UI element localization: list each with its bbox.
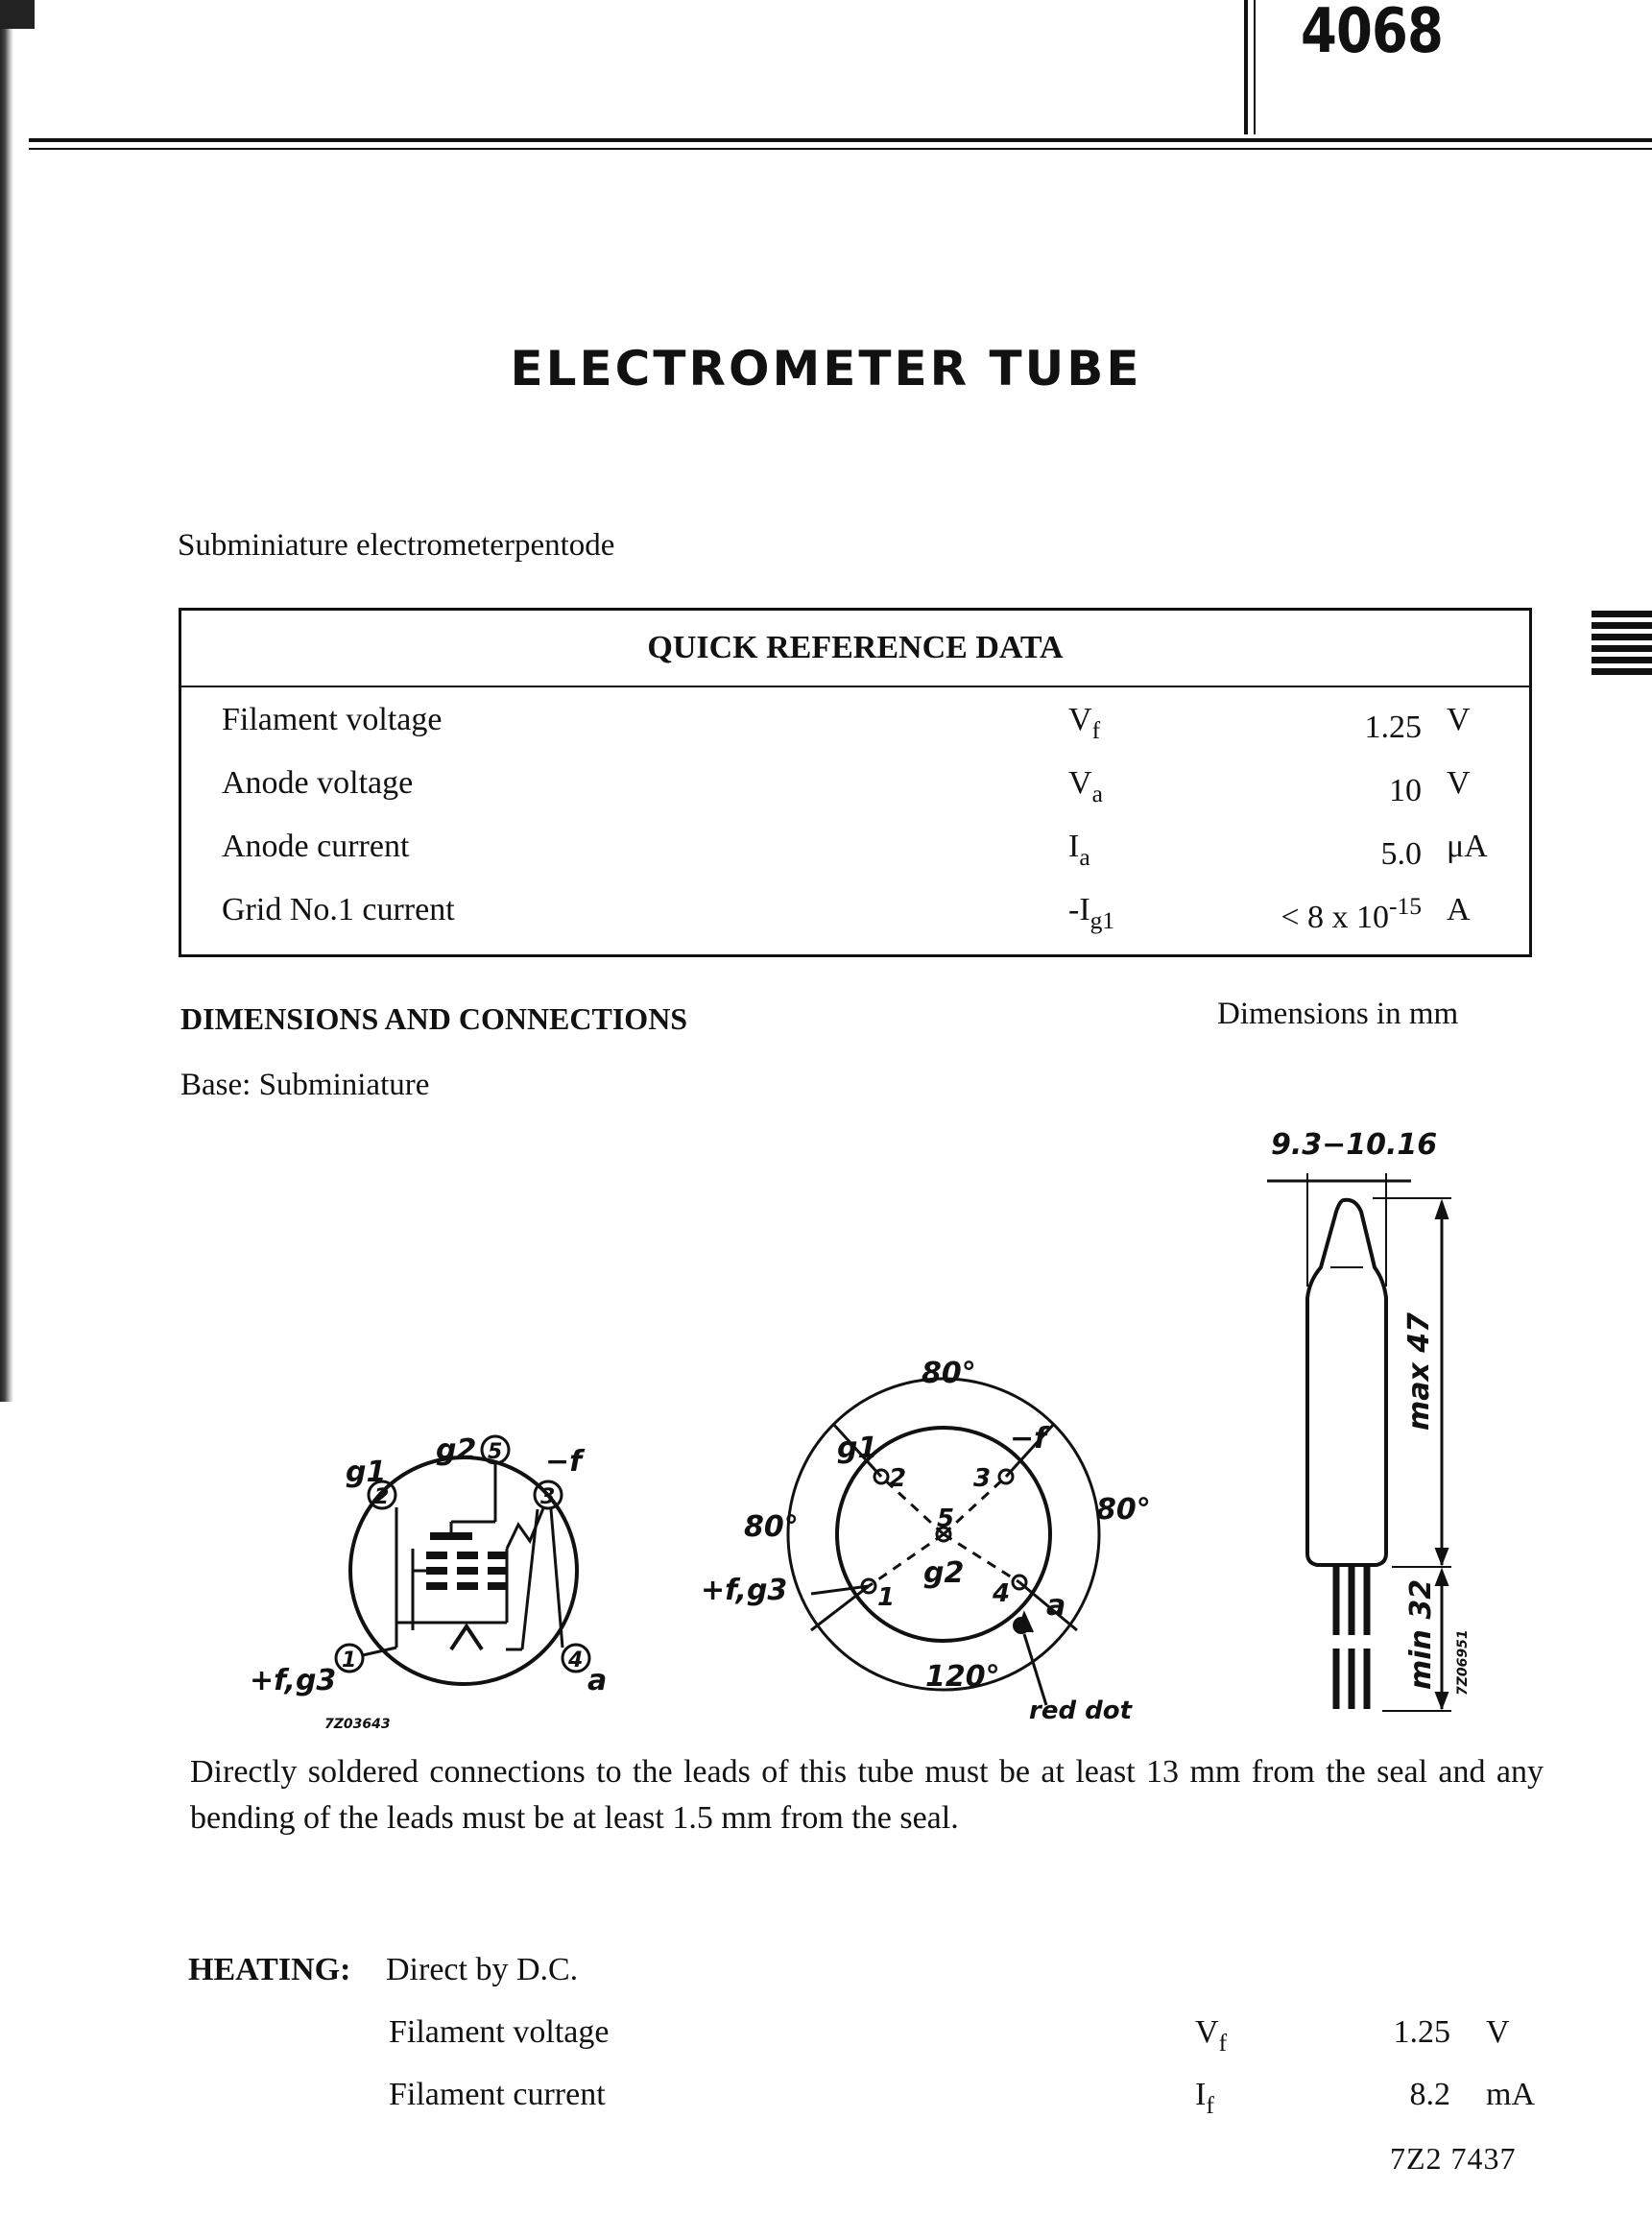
row-symbol: $V_f$ — [1068, 702, 1101, 744]
heating-row — [0, 2077, 1652, 2125]
row-unit: V — [1447, 702, 1471, 737]
row-label: Anode current — [222, 829, 410, 864]
dimensions-heading: DIMENSIONS AND CONNECTIONS — [180, 1001, 688, 1036]
heating-description: Direct by D.C. — [386, 1952, 579, 1987]
glass-envelope — [1307, 1200, 1386, 1565]
base-type: Base: Subminiature — [180, 1068, 430, 1102]
row-symbol: $V_f$ — [1195, 2014, 1228, 2057]
row-label: Filament current — [389, 2077, 606, 2112]
label-base-g1: g1 — [837, 1432, 878, 1465]
row-unit: μA — [1447, 829, 1488, 864]
label-a: a — [587, 1664, 608, 1697]
row-label: Anode voltage — [222, 765, 414, 801]
schematic-code: 7Z03643 — [324, 1717, 391, 1732]
row-value: 10 — [1389, 773, 1422, 809]
label-g1: g1 — [346, 1456, 387, 1489]
label-plus-f-g3: +f,g3 — [250, 1664, 337, 1697]
dimensions-unit-note: Dimensions in mm — [1217, 997, 1459, 1031]
row-symbol: $-I_{g1}$ — [1068, 892, 1115, 934]
base-pin-3: 3 — [973, 1464, 992, 1493]
label-angle-right: 80° — [1096, 1493, 1151, 1527]
label-diameter: 9.3−10.16 — [1271, 1128, 1438, 1162]
row-unit: V — [1486, 2014, 1510, 2050]
base-pin-1: 1 — [877, 1583, 896, 1612]
label-angle-top: 80° — [922, 1357, 976, 1390]
row-unit: mA — [1486, 2077, 1535, 2112]
quick-reference-title: QUICK REFERENCE DATA — [647, 630, 1064, 665]
heating-heading: HEATING: — [188, 1952, 351, 1987]
label-red-dot: red dot — [1029, 1697, 1133, 1725]
outline-code: 7Z06951 — [1455, 1629, 1471, 1696]
label-base-g2: g2 — [923, 1556, 965, 1590]
row-unit: V — [1447, 765, 1471, 801]
label-angle-left: 80° — [744, 1510, 799, 1544]
row-label: Filament voltage — [389, 2014, 610, 2050]
row-value: 1.25 — [1393, 2014, 1450, 2050]
pin-label-3: 3 — [540, 1485, 556, 1509]
page-title: ELECTROMETER TUBE — [510, 341, 1142, 397]
label-base-a: a — [1046, 1589, 1066, 1623]
subtitle: Subminiature electrometerpentode — [178, 528, 615, 563]
row-unit: A — [1447, 892, 1471, 927]
label-base-minus-f: −f — [1010, 1422, 1047, 1456]
row-value: 8.2 — [1409, 2077, 1450, 2112]
label-minus-f: −f — [545, 1445, 583, 1479]
base-pin-5: 5 — [937, 1504, 955, 1533]
row-value: 5.0 — [1380, 836, 1422, 873]
page-code: 7Z2 7437 — [1390, 2141, 1517, 2176]
label-base-plus-f-g3: +f,g3 — [701, 1574, 788, 1607]
row-symbol: $I_a$ — [1068, 829, 1090, 871]
row-symbol: $I_f$ — [1195, 2077, 1214, 2119]
tube-number: 4068 — [1301, 0, 1444, 67]
label-lead-length: min 32 — [1404, 1578, 1438, 1690]
row-label: Filament voltage — [222, 702, 443, 737]
label-length: max 47 — [1402, 1312, 1436, 1431]
label-angle-bottom: 120° — [925, 1660, 1000, 1694]
row-symbol: $V_a$ — [1068, 765, 1103, 807]
base-pin-2: 2 — [889, 1464, 907, 1493]
pin-label-2: 2 — [374, 1485, 390, 1509]
base-pin-4: 4 — [993, 1579, 1011, 1608]
label-g2: g2 — [436, 1433, 477, 1467]
pin-label-4: 4 — [568, 1648, 584, 1673]
heating-row — [0, 2014, 1652, 2062]
pin-label-5: 5 — [488, 1440, 503, 1464]
pin-label-1: 1 — [342, 1648, 357, 1673]
soldering-note: Directly soldered connections to the leads of this tube must be at least 13 mm from the seal and any bending of the leads must be at least 1.5 mm from the seal. — [190, 1754, 1544, 1836]
row-label: Grid No.1 current — [222, 892, 455, 927]
base-view — [788, 1379, 1099, 1705]
row-value: < 8 x $10^{-15}$ — [1281, 892, 1422, 936]
row-value: 1.25 — [1364, 710, 1422, 746]
